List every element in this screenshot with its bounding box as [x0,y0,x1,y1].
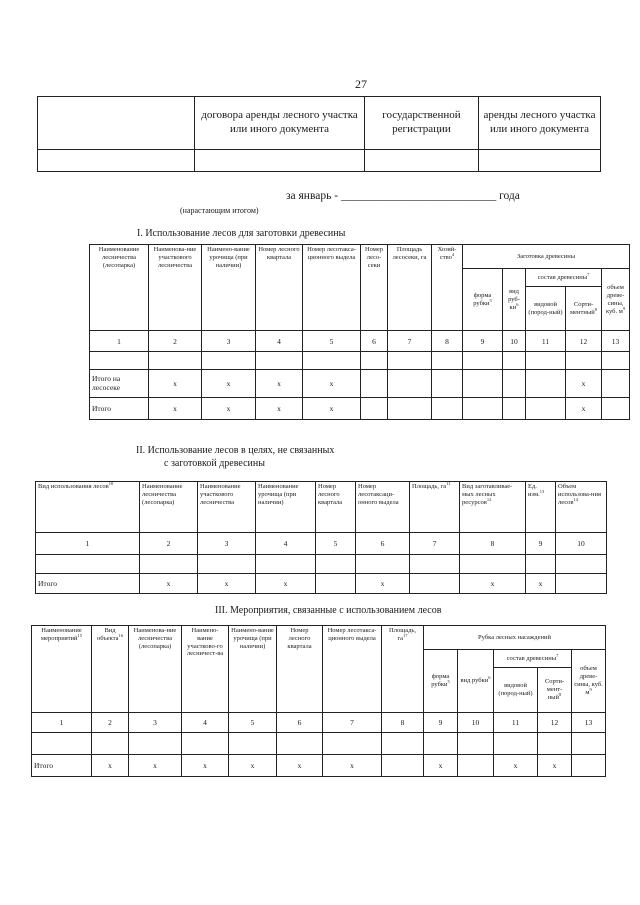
period-blank: ___________________________ [340,190,497,202]
column-number: 1 [36,532,140,554]
empty-cell [361,351,388,369]
registration-table-cell [38,97,195,150]
use-kind-label: Вид использования лесов [38,483,109,490]
col-quarter-header: Номер лесного квартала [277,626,323,713]
empty-cell [229,732,277,754]
empty-cell [458,754,494,776]
empty-cell [432,397,463,419]
column-number: 2 [140,532,198,554]
empty-cell [410,555,460,573]
col-felling-form-header [463,269,503,331]
empty-cell [479,149,601,171]
footnote-mark: 17 [403,632,408,638]
x-mark: х [356,573,410,593]
total-plot-label: Итого на лесосеке [90,369,149,397]
empty-cell [526,555,556,573]
empty-cell [382,754,424,776]
x-mark: х [202,397,256,419]
empty-cell [388,397,432,419]
empty-cell [463,351,503,369]
column-number: 10 [503,331,526,351]
col-resource-header [460,482,526,533]
page-number: 27 [355,77,367,91]
col-species-header: видовой (пород-ный) [526,287,566,331]
empty-cell [382,732,424,754]
empty-cell [432,351,463,369]
empty-cell [195,149,365,171]
column-number: 1 [32,712,92,732]
empty-cell [556,555,607,573]
col-assortment-header [538,668,572,712]
column-number: 3 [202,331,256,351]
col-use-kind-header [36,482,140,533]
composition-header [494,650,572,668]
empty-cell [361,397,388,419]
column-number: 7 [388,331,432,351]
col-owner-header [432,245,463,331]
empty-cell [303,351,361,369]
x-mark: х [149,369,202,397]
col-allotment-header: Номер лесотакса-ционного выдела [323,626,382,713]
col-felling-type-header [458,650,494,712]
x-mark: х [256,397,303,419]
total-label: Итого [36,573,140,593]
empty-cell [556,573,607,593]
section-3-title: III. Мероприятия, связанные с использованием лесов [215,605,442,616]
empty-cell [463,369,503,397]
period-prefix: за январь - [286,190,339,202]
col-unit-header [526,482,556,533]
x-mark: х [566,397,602,419]
column-number: 5 [229,712,277,732]
composition-label: состав древесины [537,273,588,281]
empty-cell [463,397,503,419]
x-mark: х [92,754,129,776]
footnote-mark: 5 [489,297,492,303]
column-number: 5 [303,331,361,351]
empty-cell [323,732,382,754]
x-mark: х [566,369,602,397]
footnote-mark: 15 [77,632,82,638]
x-mark: х [182,754,229,776]
empty-cell [38,149,195,171]
x-mark: х [277,754,323,776]
column-number: 3 [129,712,182,732]
column-number: 6 [356,532,410,554]
empty-cell [129,732,182,754]
column-number: 11 [494,712,538,732]
empty-cell [494,732,538,754]
felling-form-label: форма рубки [431,673,450,688]
empty-cell [182,732,229,754]
empty-cell [140,555,198,573]
x-mark: х [494,754,538,776]
footnote-mark: 10 [108,481,114,486]
empty-cell [503,397,526,419]
col-assortment-header [566,287,602,331]
empty-cell [365,149,479,171]
empty-cell [566,351,602,369]
col-volume-header [572,650,606,712]
col-species-header: видовой (пород-ный) [494,668,538,712]
composition-label: состав древесины [506,654,557,662]
column-number: 2 [149,331,202,351]
empty-cell [503,351,526,369]
column-number: 4 [256,331,303,351]
non-timber-use-table [35,481,607,594]
col-tract-header: Наименование урочища (при наличии) [256,482,316,533]
col-allotment-header: Номер лесотакса-ционного выдела [303,245,361,331]
x-mark: х [526,573,556,593]
column-number: 10 [458,712,494,732]
x-mark: х [424,754,458,776]
volume-label: Объем использова-ния лесов [558,483,601,506]
column-number: 8 [432,331,463,351]
footnote-mark: 14 [573,496,578,502]
area-label: Площадь, га [412,483,447,490]
event-label: Наименование мероприятий [41,627,82,642]
empty-cell [256,351,303,369]
harvest-group-header: Заготовка древесины [463,245,630,269]
column-number: 8 [460,532,526,554]
felling-form-label: форма рубки [473,292,492,307]
assortment-label: Сорти-ментный [570,301,595,316]
col-forestry-header: Наименование лесничества (лесопарка) [140,482,198,533]
col-district-header: Наименование участкового лесничества [198,482,256,533]
col-forestry-header: Наименование лесничества (лесопарка) [90,245,149,331]
x-mark: х [303,369,361,397]
x-mark: х [140,573,198,593]
empty-cell [526,397,566,419]
empty-cell [198,555,256,573]
column-number: 4 [182,712,229,732]
object-label: Вид объекта [96,627,119,642]
col-area-header: Площадь лесосеки, га [388,245,432,331]
lease-document-header: договора аренды лесного участка или иного документа [195,97,365,150]
x-mark: х [538,754,572,776]
period-note: (нарастающим итогом) [180,206,259,215]
col-volume-header [556,482,607,533]
footnote-mark: 9 [589,686,592,692]
col-quarter-header: Номер лесного квартала [256,245,303,331]
empty-cell [90,351,149,369]
x-mark: х [303,397,361,419]
col-district-header: Наименова-ние участкового лесничества [149,245,202,331]
x-mark: х [256,573,316,593]
resource-label: Вид заготавливае-мых лесных ресурсов [462,483,513,506]
empty-cell [361,369,388,397]
footnote-mark: 12 [486,496,492,502]
col-felling-form-header [424,650,458,712]
empty-cell [572,754,606,776]
footnote-mark: 8 [594,306,597,312]
empty-cell [538,732,572,754]
empty-cell [458,732,494,754]
footnote-mark: 16 [118,632,124,638]
empty-cell [202,351,256,369]
column-number: 12 [538,712,572,732]
column-number: 7 [410,532,460,554]
col-quarter-header: Номер лесного квартала [316,482,356,533]
col-volume-header [602,269,630,331]
period-suffix: года [499,190,520,202]
section-2-title: II. Использование лесов в целях, не связанных [136,445,335,456]
footnote-mark: 7 [556,652,559,658]
column-number: 1 [90,331,149,351]
empty-cell [32,732,92,754]
footnote-mark: 8 [559,691,562,697]
empty-cell [432,369,463,397]
col-event-header [32,626,92,713]
column-number: 7 [323,712,382,732]
col-area-header [382,626,424,713]
state-registration-header: государственной регистрации [365,97,479,150]
felling-type-label: вид руб-ки [508,288,520,311]
col-felling-type-header [503,269,526,331]
empty-cell [526,351,566,369]
total-label: Итого [32,754,92,776]
empty-cell [316,555,356,573]
x-mark: х [256,369,303,397]
empty-cell [388,351,432,369]
column-number: 2 [92,712,129,732]
column-number: 3 [198,532,256,554]
x-mark: х [149,397,202,419]
reporting-period [286,190,520,202]
column-number: 13 [602,331,630,351]
column-number: 10 [556,532,607,554]
x-mark: х [198,573,256,593]
col-area-header [410,482,460,533]
footnote-mark: 6 [516,301,519,307]
column-number: 8 [382,712,424,732]
col-object-header [92,626,129,713]
col-district-header: Наимено-вание участково-го лесничест-ва [182,626,229,713]
footnote-mark: 5 [447,678,450,684]
total-label: Итого [90,397,149,419]
unit-label: Ед. изм. [528,483,540,498]
empty-cell [316,573,356,593]
column-number: 9 [424,712,458,732]
x-mark: х [460,573,526,593]
footnote-mark: 6 [488,674,491,680]
col-allotment-header: Номер лесотаксаци-онного выдела [356,482,410,533]
x-mark: х [129,754,182,776]
owner-label: Хозяй-ство [437,246,457,261]
x-mark: х [323,754,382,776]
column-number: 13 [572,712,606,732]
footnote-mark: 11 [446,481,451,486]
column-number: 6 [277,712,323,732]
empty-cell [149,351,202,369]
column-number: 9 [526,532,556,554]
col-forestry-header: Наименова-ние лесничества (лесопарка) [129,626,182,713]
forest-events-table [31,625,606,777]
col-tract-header: Наимено-вание урочища (при наличии) [202,245,256,331]
volume-label: объем древе-сины, куб. м [605,284,625,315]
empty-cell [388,369,432,397]
column-number: 12 [566,331,602,351]
footnote-mark: 4 [451,251,455,257]
area-label: Площадь, га [389,627,416,642]
column-number: 4 [256,532,316,554]
lease-plot-header: аренды лесного участка или иного документа [479,97,601,150]
empty-cell [602,397,630,419]
column-number: 9 [463,331,503,351]
registration-table [37,96,601,172]
empty-cell [460,555,526,573]
empty-cell [602,351,630,369]
column-number: 5 [316,532,356,554]
footnote-mark: 7 [587,271,590,277]
felling-group-header: Рубка лесных насаждений [424,626,606,650]
footnote-mark: 13 [539,488,545,494]
empty-cell [92,732,129,754]
section-2-title-continued: с заготовкой древесины [164,458,265,469]
column-number: 6 [361,331,388,351]
x-mark: х [229,754,277,776]
timber-harvest-table [89,244,630,420]
footnote-mark: 9 [622,305,626,311]
empty-cell [424,732,458,754]
empty-cell [277,732,323,754]
empty-cell [572,732,606,754]
empty-cell [526,369,566,397]
volume-label: объем древе-сины, куб. м [574,665,603,696]
empty-cell [602,369,630,397]
section-1-title: I. Использование лесов для заготовки древесины [137,228,346,239]
x-mark: х [202,369,256,397]
felling-type-label: вид рубки [460,676,489,684]
empty-cell [356,555,410,573]
column-number: 11 [526,331,566,351]
empty-cell [410,573,460,593]
col-plot-header: Номер лесо-секи [361,245,388,331]
empty-cell [503,369,526,397]
assortment-label: Сорти-мент-ный [544,678,565,701]
composition-header [526,269,602,287]
col-tract-header: Наимено-вание урочища (при наличии) [229,626,277,713]
empty-cell [256,555,316,573]
empty-cell [36,555,140,573]
